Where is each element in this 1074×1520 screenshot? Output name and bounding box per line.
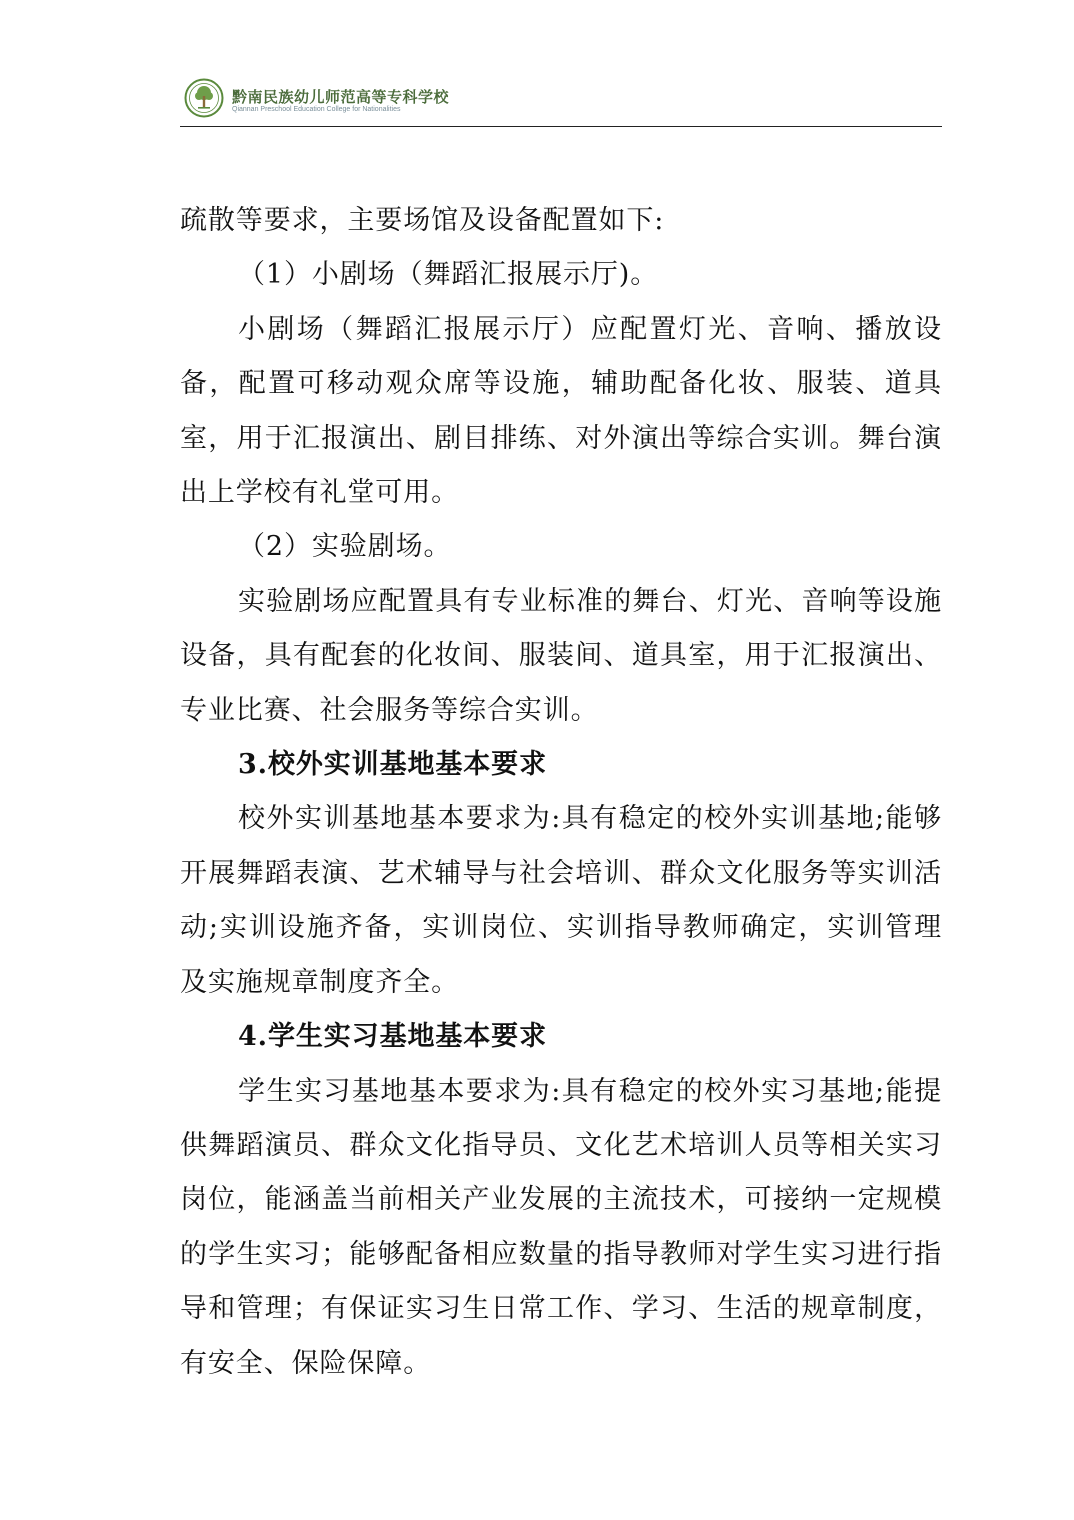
paragraph-experimental-theater: 实验剧场应配置具有专业标准的舞台、灯光、音响等设施设备，具有配套的化妆间、服装间、道具室，用于汇报演出、专业比赛、社会服务等综合实训。 xyxy=(180,585,942,726)
tree-emblem-icon xyxy=(184,78,224,118)
school-name: 黔南民族幼儿师范高等专科学校 xyxy=(232,88,450,106)
paragraph-offcampus-training: 校外实训基地基本要求为:具有稳定的校外实训基地;能够开展舞蹈表演、艺术辅导与社会培训、群众文化服务等实训活动;实训设施齐备，实训岗位、实训指导教师确定，实训管理及实施规章制度齐全。 xyxy=(180,803,942,998)
document-body xyxy=(180,194,942,1391)
paragraph-internship-base: 学生实习基地基本要求为:具有稳定的校外实习基地;能提供舞蹈演员、群众文化指导员、文化艺术培训人员等相关实习岗位，能涵盖当前相关产业发展的主流技术，可接纳一定规模的学生实习；能够配备相应数量的指导教师对学生实习进行指导和管理；有保证实习生日常工作、学习、生活的规章制度，有安全、保险保障。 xyxy=(180,1075,942,1379)
section-heading-3: 3.校外实训基地基本要求 xyxy=(238,749,547,781)
paragraph-small-theater: 小剧场（舞蹈汇报展示厅）应配置灯光、音响、播放设备，配置可移动观众席等设施，辅助配备化妆、服装、道具室，用于汇报演出、剧目排练、对外演出等综合实训。舞台演出上学校有礼堂可用。 xyxy=(180,313,942,509)
paragraph-intro: 疏散等要求，主要场馆及设备配置如下: xyxy=(180,205,665,236)
section-heading-4: 4.学生实习基地基本要求 xyxy=(238,1021,547,1053)
page-header xyxy=(180,70,942,130)
item-experimental-theater-title: （2）实验剧场。 xyxy=(238,531,452,563)
item-small-theater-title: （1）小剧场（舞蹈汇报展示厅)。 xyxy=(238,259,659,291)
header-divider xyxy=(180,126,942,127)
school-name-english: Qiannan Preschool Education College for Nationalities xyxy=(232,106,401,113)
